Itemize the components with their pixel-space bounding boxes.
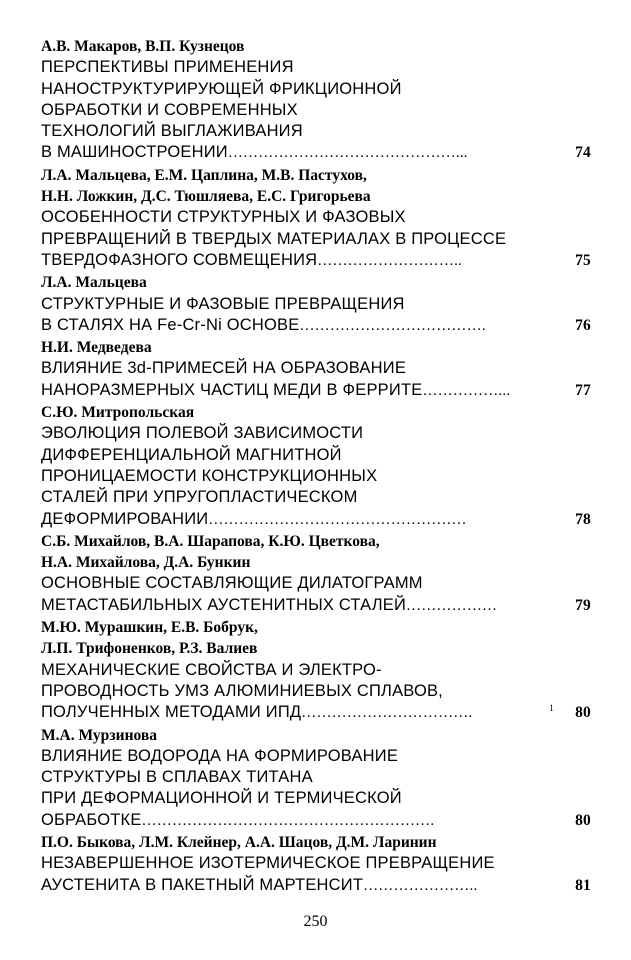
entry-title-end: ОБРАБОТКЕ [41,810,142,829]
entry-title-last-line [41,702,591,724]
dot-leader: ………………………………. [299,317,486,334]
entry-page-number: 80 [575,811,591,829]
entry-title-line: ДИФФЕРЕНЦИАЛЬНОЙ МАГНИТНОЙ [41,445,342,464]
entry-title-line: ПРЕВРАЩЕНИЙ В ТВЕРДЫХ МАТЕРИАЛАХ В ПРОЦЕССЕ [41,229,507,248]
entry-title-end: ТВЕРДОФАЗНОГО СОВМЕЩЕНИЯ [41,250,318,269]
entry-authors: Л.А. Мальцева [41,274,147,292]
footnote-mark: 1 [549,703,554,714]
entry-title-line: СТАЛЕЙ ПРИ УПРУГОПЛАСТИЧЕСКОМ [41,488,358,507]
entry-authors: Н.Н. Ложкин, Д.С. Тюшляева, Е.С. Григорьева [41,188,371,206]
toc-entry[interactable] [41,165,591,272]
dot-leader: …………………………………………………. [141,812,435,829]
page-number: 250 [303,913,328,930]
entry-title-last-line [41,875,591,897]
entry-title-line: ОСНОВНЫЕ СОСТАВЛЯЮЩИЕ ДИЛАТОГРАММ [41,574,423,593]
entry-title-end: В СТАЛЯХ НА Fe-Cr-Ni ОСНОВЕ [41,315,300,334]
dot-leader: ……………………….. [317,252,462,269]
dot-leader: …………………………………………… [208,511,467,528]
entry-authors: М.А. Мурзинова [41,726,158,744]
entry-title-end: ПОЛУЧЕННЫХ МЕТОДАМИ ИПД [41,703,302,722]
entry-title-last-line [41,250,591,272]
toc-entry[interactable] [41,531,591,617]
entry-title-end: НАНОРАЗМЕРНЫХ ЧАСТИЦ МЕДИ В ФЕРРИТЕ [41,380,423,399]
entry-authors: М.Ю. Мурашкин, Е.В. Бобрук, [41,619,258,637]
toc-entry[interactable] [41,402,591,531]
entry-title-end: В МАШИНОСТРОЕНИИ [41,143,228,162]
dot-leader: ………………….. [363,877,478,894]
entry-title-line: ПРОНИЦАЕМОСТИ КОНСТРУКЦИОННЫХ [41,466,378,485]
dot-leader: ……………………………. [301,705,473,722]
entry-title-line: ВЛИЯНИЕ 3d-ПРИМЕСЕЙ НА ОБРАЗОВАНИЕ [41,359,407,378]
entry-authors: С.Ю. Митропольская [41,404,195,422]
entry-title-end: ДЕФОРМИРОВАНИИ [41,509,209,528]
toc-entry[interactable] [41,725,591,832]
entry-page-number: 75 [575,251,591,269]
entry-authors: А.В. Макаров, В.П. Кузнецов [41,38,245,55]
entry-page-number: 80 [575,704,591,722]
entry-authors: Н.А. Михайлова, Д.А. Бункин [41,554,251,572]
table-of-contents [41,36,591,897]
entry-page-number: 78 [575,510,591,528]
entry-title-line: МЕХАНИЧЕСКИЕ СВОЙСТВА И ЭЛЕКТРО- [41,660,382,679]
entry-title-end: МЕТАСТАБИЛЬНЫХ АУСТЕНИТНЫХ СТАЛЕЙ [41,595,407,614]
entry-title-line: ПЕРСПЕКТИВЫ ПРИМЕНЕНИЯ [41,58,294,77]
entry-title-last-line [41,509,591,531]
entry-authors: П.О. Быкова, Л.М. Клейнер, А.А. Шацов, Д.М. Ларинин [41,833,437,851]
entry-title-line: СТРУКТУРЫ В СПЛАВАХ ТИТАНА [41,768,313,787]
entry-title-last-line [41,595,591,617]
entry-page-number: 74 [575,144,591,162]
entry-title-line: ВЛИЯНИЕ ВОДОРОДА НА ФОРМИРОВАНИЕ [41,746,399,765]
entry-title-line: НЕЗАВЕРШЕННОЕ ИЗОТЕРМИЧЕСКОЕ ПРЕВРАЩЕНИЕ [41,854,495,873]
entry-authors: Л.А. Мальцева, Е.М. Цаплина, М.В. Пастухов, [41,166,367,184]
entry-title-line: ЭВОЛЮЦИЯ ПОЛЕВОЙ ЗАВИСИМОСТИ [41,424,364,443]
toc-entry[interactable] [41,832,591,897]
entry-title-line: ОСОБЕННОСТИ СТРУКТУРНЫХ И ФАЗОВЫХ [41,208,406,227]
toc-entry[interactable] [41,617,591,724]
entry-page-number: 76 [575,316,591,334]
dot-leader: ……………... [422,382,511,399]
entry-title-line: ОБРАБОТКИ И СОВРЕМЕННЫХ [41,100,298,119]
entry-title-line: ПРИ ДЕФОРМАЦИОННОЙ И ТЕРМИЧЕСКОЙ [41,789,402,808]
toc-entry[interactable] [41,36,591,165]
entry-authors: Н.И. Медведева [41,339,152,357]
entry-title-last-line [41,810,591,832]
entry-title-end: АУСТЕНИТА В ПАКЕТНЫЙ МАРТЕНСИТ [41,875,364,894]
entry-title-last-line [41,315,591,337]
toc-entry[interactable] [41,337,591,402]
entry-title-last-line [41,142,591,164]
entry-page-number: 81 [575,876,591,894]
entry-title-line: ПРОВОДНОСТЬ УМЗ АЛЮМИНИЕВЫХ СПЛАВОВ, [41,681,443,700]
entry-authors: С.Б. Михайлов, В.А. Шарапова, К.Ю. Цветкова, [41,532,380,550]
toc-entry[interactable] [41,272,591,337]
entry-authors: Л.П. Трифоненков, Р.З. Валиев [41,640,258,658]
dot-leader: ……………… [406,597,498,614]
entry-title-line: СТРУКТУРНЫЕ И ФАЗОВЫЕ ПРЕВРАЩЕНИЯ [41,294,405,313]
entry-title-line: ТЕХНОЛОГИЙ ВЫГЛАЖИВАНИЯ [41,122,303,141]
entry-page-number: 77 [575,381,591,399]
dot-leader: ………………………………………... [227,145,468,162]
entry-title-line: НАНОСТРУКТУРИРУЮЩЕЙ ФРИКЦИОННОЙ [41,79,402,98]
entry-title-last-line [41,380,591,402]
entry-page-number: 79 [575,596,591,614]
